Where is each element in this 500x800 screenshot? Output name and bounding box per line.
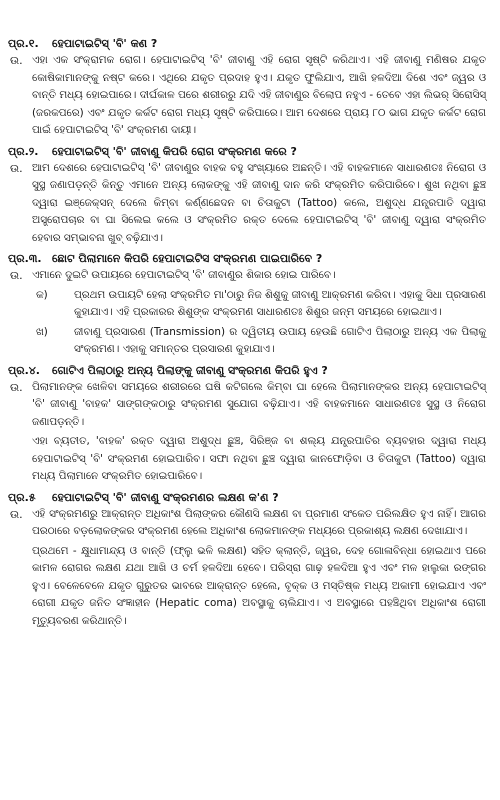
answer-row [8,267,486,361]
answer-paragraph: ଏହା ବ୍ୟତୀତ, 'ବାହକ' ରକ୍ତ ଦ୍ୱାରା ଅଶୁଦ୍ଧ ଛୁଞ୍ଚ, ସିରିଞ୍ଜ ବା ଶଲ୍ୟ ଯନ୍ତ୍ରପାତିର ବ୍ୟବହାର ଦ୍ୱାରା ମଧ୍ୟ ହେପାଟାଇଟିସ୍ 'ବି' ସଂକ୍ରମଣ ହୋଇପାରିବ। ସଫା ନଥିବା ଛୁଞ୍ଚ ଦ୍ୱାରା କାନଫୋଡ଼ିବା ଓ ଚିତାକୁଟା (Tattoo) ଦ୍ୱାରା ମଧ୍ୟ ପିଲାମାନେ ସଂକ୍ରମିତ ହୋଇପାରିବେ। [32,435,486,482]
answer-body [32,506,486,633]
answer-marker: ଉ. [10,380,23,394]
question-text: ହେପାଟାଇଟିସ୍ 'ବି' କଣ ? [52,37,158,50]
answer-marker: ଉ. [10,507,23,521]
answer-body [32,267,486,361]
answer-marker: ଉ. [10,269,23,282]
answer-row [8,506,486,633]
answer-body [32,379,486,488]
answer-row [8,52,486,142]
qa-block [8,35,486,142]
question-row [8,35,486,52]
subitem-text: ପ୍ରଥମ ଉପାୟଟି ହେଲା ସଂକ୍ରମିତ ମା'ଠାରୁ ନିଜ ଶିଶୁକୁ ଜୀବାଣୁ ଆକ୍ରମଣ କରିବା। ଏହାକୁ ସିଧା ପ୍ରସାରଣ କୁହାଯାଏ। ଏହି ପ୍ରକାରର ଶିଶୁଙ୍କ ସଂକ୍ରମଣ ସାଧାରଣତଃ ଶିଶୁର ଜନ୍ମ ସମୟରେ ହୋଇଥାଏ। [74,288,486,318]
qa-block [8,489,486,633]
question-number: ପ୍ର.୪. [8,363,40,377]
question-text: ଗୋଟିଏ ପିଲାଠାରୁ ଅନ୍ୟ ପିଲାଙ୍କୁ ଜୀବାଣୁ ସଂକ୍ରମଣ କିପରି ହୁଏ ? [52,363,328,377]
question-number: ପ୍ର.୧. [8,37,39,50]
question-number: ପ୍ର.୫ [8,490,36,504]
answer-body [32,52,486,142]
question-text: ଛୋଟ ପିଲାମାନେ କିପରି ହେପାଟାଇଟିସ ସଂକ୍ରମଣ ପାଇପାରିବେ ? [52,252,323,265]
subitem-text: ଜୀବାଣୁ ପ୍ରସାରଣ (Transmission) ର ଦ୍ୱିତୀୟ ଉପାୟ ହେଉଛି ଗୋଟିଏ ପିଲାଠାରୁ ଅନ୍ୟ ଏକ ପିଲାକୁ ସଂକ୍ରମଣ। ଏହାକୁ ସମାନ୍ତର ପ୍ରସାରଣ କୁହାଯାଏ। [74,325,486,355]
answer-subitem [36,287,486,324]
answer-paragraph: ଏହି ସଂକ୍ରମଣରୁ ଆକ୍ରାନ୍ତ ଅଧିକାଂଶ ପିଲାଙ୍କର କୌଣସି ଲକ୍ଷଣ ବା ପ୍ରମାଣ ସଂକେତ ପରିଲକ୍ଷିତ ହୁଏ ନାହିଁ। ଆଗର ପରଠାରେ ବଡ଼ଲୋକଙ୍କର ସଂକ୍ରମଣ ହେଲେ ଅଧିକାଂଶ ଲୋକମାନଙ୍କ ମଧ୍ୟରେ ପ୍ରକାଶ୍ୟ ଲକ୍ଷଣ ଦେଖାଯାଏ। [32,507,486,537]
answer-row [8,379,486,488]
question-number: ପ୍ର.୩. [8,252,42,265]
subitem-marker: କ) [36,288,48,301]
answer-marker: ଉ. [10,54,23,67]
question-row [8,362,486,379]
qa-block [8,250,486,361]
qa-block [8,143,486,250]
question-row [8,143,486,160]
answer-paragraph: ପ୍ରଥମେ - କ୍ଷୁଧାମାନ୍ଦ୍ୟ ଓ ବାନ୍ତି (ଫ୍ଲୁ ଭଳି ଲକ୍ଷଣ) ସହିତ କ୍ଲାନ୍ତି, ଜ୍ୱର, ଦେହ ଗୋଳାବିନ୍ଧା ହୋଇଥାଏ ପରେ କାମଳ ରୋଗର ଲକ୍ଷଣ ଯଥା ଆଖି ଓ ଚର୍ମ ହଳଦିଆ ହେବେ। ପରିସ୍ରା ଗାଢ଼ ହଳଦିଆ ହୁଏ ଏବଂ ମଳ ହାଲୁକା ରଙ୍ଗର ହୁଏ। ବେଳେବେଳେ ଯକୃତ ଗୁରୁତର ଭାବରେ ଆକ୍ରାନ୍ତ ହେଲେ, ବୃକ୍କ ଓ ମସ୍ତିଷ୍କ ମଧ୍ୟ ଅକାମୀ ହୋଇଯାଏ ଏବଂ ରୋଗୀ ଯକୃତ ଜନିତ ସଂଜ୍ଞାହୀନ (Hepatic coma) ଅବସ୍ଥାକୁ ଚାଲିଯାଏ। ଏ ଅବସ୍ଥାରେ ପହଞ୍ଚିଥିବା ଅଧିକାଂଶ ରୋଗୀ ମୃତ୍ୟୁବରଣ କରିଥାନ୍ତି। [32,544,486,627]
answer-paragraph: ଆମ ଦେଶରେ ହେପାଟାଇଟିସ୍ 'ବି' ଜୀବାଣୁର ବାହକ ବହୁ ସଂଖ୍ୟାରେ ଅଛନ୍ତି। ଏହି ବାହକମାନେ ସାଧାରଣତଃ ନିରୋଗ ଓ ସୁସ୍ଥ ଜଣାପଡ଼ନ୍ତି କିନ୍ତୁ ଏମାନେ ଅନ୍ୟ ଲୋକଙ୍କୁ ଏହି ଜୀବାଣୁ ଦାନ କରି ସଂକ୍ରମିତ କରିପାରିବେ। ଶୁଖ ନଥିବା ଛୁଞ୍ଚ ଦ୍ୱାରା ଇଞ୍ଜେକ୍ସନ୍ ଦେଲେ କିମ୍ବା କର୍ଣ୍ଣଛେଦନ ବା ଚିତାକୁଟା (Tattoo) କଲେ, ଅଶୁଦ୍ଧ ଯନ୍ତ୍ରପାତି ଦ୍ୱାରା ଅସ୍ତ୍ରୋପଚାର ବା ଘା ସିଲେଇ କଲେ ଓ ସଂକ୍ରମିତ ରକ୍ତ ଦେଲେ ହେପାଟାଇଟିସ୍ 'ବି' ଜୀବାଣୁ ଦ୍ୱାରା ସଂକ୍ରମିତ ହେବାର ସମ୍ଭାବନା ଖୁବ୍ ବଢ଼ିଯାଏ। [32,161,486,244]
question-row [8,250,486,267]
answer-body [32,160,486,250]
qa-block [8,362,486,488]
subitem-marker: ଖ) [36,325,48,338]
answer-paragraph: ପିଲାମାନଙ୍କ ଖେଳିବା ସମୟରେ ଶରୀରରେ ଘଷି କଟିଗଲେ କିମ୍ବା ଘା ହେଲେ ପିଲାମାନଙ୍କର ଅନ୍ୟ ହେପାଟାଇଟିସ୍ 'ବି' ଜୀବାଣୁ 'ବାହକ' ସାଙ୍ଗଙ୍କଠାରୁ ସଂକ୍ରମଣ ସୁଯୋଗ ବଢ଼ିଯାଏ। ଏହି ବାହକମାନେ ସାଧାରଣତଃ ସୁସ୍ଥ ଓ ନିରୋଗ ଜଣାପଡ଼ନ୍ତି। [32,380,486,428]
question-text: ହେପାଟାଇଟିସ୍ 'ବି' ଜୀବାଣୁ କିପରି ରୋଗ ସଂକ୍ରମଣ କରେ ? [52,144,297,158]
question-row [8,489,486,506]
question-text: ହେପାଟାଇଟିସ୍ 'ବି' ଜୀବାଣୁ ସଂକ୍ରମଣର ଲକ୍ଷଣ କ'ଣ ? [52,490,279,504]
answer-paragraph: ଏହା ଏକ ସଂକ୍ରାମକ ରୋଗ। ହେପାଟାଇଟିସ୍ 'ବି' ଜୀବାଣୁ ଏହି ରୋଗ ସୃଷ୍ଟି କରିଥାଏ। ଏହି ଜୀବାଣୁ ମଣିଷର ଯକୃତ କୋଷିକାମାନଙ୍କୁ ନଷ୍ଟ କରେ। ଏଥିରେ ଯକୃତ ପ୍ରଦାହ ହୁଏ। ଯକୃତ ଫୁଲିଯାଏ, ଆଖି ହଳଦିଆ ଦିଶେ ଏବଂ ଜ୍ୱର ଓ ବାନ୍ତି ମଧ୍ୟ ହୋଇପାରେ। ଦୀର୍ଘକାଳ ପରେ ଶରୀରରୁ ଯଦି ଏହି ଜୀବାଣୁର ବିଲୋପ ନହୁଏ - ତେବେ ଏହା ଲିଭର୍ ସିରୋସିସ୍ (ଜରକପରେ) ଏବଂ ଯକୃତ କର୍କଟ ରୋଗ ମଧ୍ୟ ସୃଷ୍ଟି କରିପାରେ। ଆମ ଦେଶରେ ପ୍ରାୟ ୮୦ ଭାଗ ଯକୃତ କର୍କଟ ରୋଗ ପାଇଁ ହେପାଟାଇଟିସ୍ 'ବି' ସଂକ୍ରମଣ ଦାୟୀ। [32,54,486,136]
answer-marker: ଉ. [10,161,23,175]
answer-subitem [36,324,486,361]
answer-row [8,160,486,250]
question-number: ପ୍ର.୨. [8,144,39,158]
answer-paragraph: ଏମାନେ ଦୁଇଟି ଉପାୟରେ ହେପାଟାଇଟିସ୍ 'ବି' ଜୀବାଣୁର ଶିକାର ହୋଇ ପାରିବେ। [32,269,336,281]
